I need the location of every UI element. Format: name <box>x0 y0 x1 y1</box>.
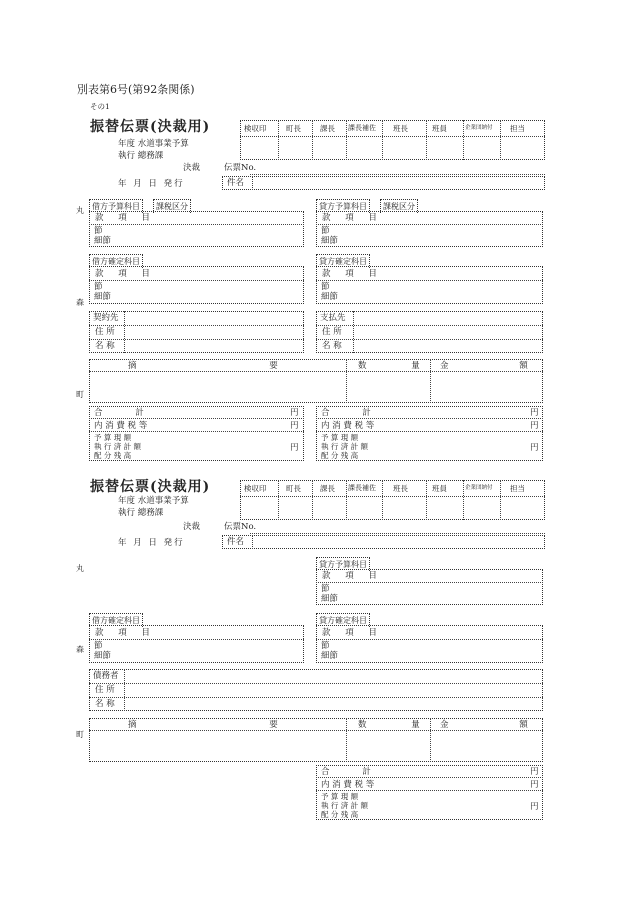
setsu-label: 節 <box>94 226 103 236</box>
contractor-label: 契約先 <box>93 313 119 323</box>
quantity-header: 数 量 <box>358 720 420 730</box>
saisetsu-label: 細節 <box>321 236 339 246</box>
credit-settle-tab: 貸方確定科目 <box>316 613 370 627</box>
credit-settle-tab: 貸方確定科目 <box>316 254 370 268</box>
total-label: 合 計 <box>321 408 371 418</box>
summary-header: 摘 要 <box>128 361 278 371</box>
saisetsu-label: 細節 <box>321 292 339 302</box>
tax-included-label: 内 消 費 税 等 <box>94 421 148 431</box>
yen-unit: 円 <box>530 408 539 418</box>
approval-cell-label: 班員 <box>432 124 447 133</box>
setsu-label: 節 <box>94 641 103 651</box>
kan-label: 款 項 目 <box>322 269 383 279</box>
debit-budget-tab: 借方予算科目 <box>89 199 143 213</box>
budget-row-label: 配 分 残 高 <box>321 451 359 460</box>
credit-budget-tab: 貸方予算科目 <box>316 557 370 571</box>
approval-cell-label: 課長 <box>320 124 335 133</box>
slip-number-label: 伝票No. <box>224 522 257 532</box>
year-line: 年度 水道事業予算 <box>118 139 189 149</box>
budget-row-label: 予 算 現 額 <box>321 792 359 801</box>
approval-cell-label: 班長 <box>393 124 408 133</box>
approval-cell-label: 検収印 <box>244 124 267 133</box>
issue-date-label: 年 月 日 発行 <box>118 538 185 548</box>
yen-unit: 円 <box>530 421 539 431</box>
approval-cell-label: 課長補佐 <box>348 124 376 132</box>
creditor-label: 債務者 <box>93 671 119 681</box>
approval-cell-label: 担当 <box>510 484 525 493</box>
yen-unit: 円 <box>530 767 539 777</box>
address-label: 住 所 <box>95 685 115 695</box>
side-mark: 森 <box>76 645 84 654</box>
side-mark: 丸 <box>76 564 84 573</box>
quantity-header: 数 量 <box>358 361 420 371</box>
saisetsu-label: 細節 <box>321 594 339 604</box>
approval-cell-label: 課長 <box>320 484 335 493</box>
side-mark: 町 <box>76 390 84 399</box>
amount-header: 金 額 <box>440 361 528 371</box>
exec-line: 執行 總務課 <box>118 508 164 518</box>
debit-settle-tab: 借方確定科目 <box>89 613 143 627</box>
name-label: 名 称 <box>322 341 342 351</box>
form-number-heading: 別表第6号(第92条関係) <box>77 83 195 96</box>
kan-label: 款 項 目 <box>95 628 156 638</box>
yen-unit: 円 <box>290 408 299 418</box>
issue-date-label: 年 月 日 発行 <box>118 179 185 189</box>
form-title: 振替伝票(決裁用) <box>90 119 211 135</box>
item-name-field[interactable] <box>222 535 545 549</box>
form-title: 振替伝票(決裁用) <box>90 479 211 495</box>
name-label: 名 称 <box>95 341 115 351</box>
item-name-field[interactable] <box>222 176 545 190</box>
tax-category-tab: 課税区分 <box>153 199 191 213</box>
yen-unit: 円 <box>530 802 539 812</box>
approval-cell-label: 担当 <box>510 124 525 133</box>
kan-label: 款 項 目 <box>95 269 156 279</box>
setsu-label: 節 <box>321 584 330 594</box>
setsu-label: 節 <box>94 282 103 292</box>
saisetsu-label: 細節 <box>94 651 112 661</box>
approval-cell-label: 検収印 <box>244 484 267 493</box>
debit-settle-tab: 借方確定科目 <box>89 254 143 268</box>
setsu-label: 節 <box>321 641 330 651</box>
budget-row-label: 予 算 現 額 <box>321 433 359 442</box>
side-mark: 森 <box>76 298 84 307</box>
yen-unit: 円 <box>530 443 539 453</box>
name-label: 名 称 <box>95 699 115 709</box>
kan-label: 款 項 目 <box>322 571 383 581</box>
budget-row-label: 配 分 残 高 <box>321 810 359 819</box>
budget-row-label: 執 行 済 計 額 <box>321 442 369 451</box>
creditor-box[interactable] <box>89 669 543 711</box>
budget-row-label: 執 行 済 計 額 <box>321 801 369 810</box>
decision-label: 決裁 <box>183 163 201 173</box>
form-subnumber: その1 <box>90 102 110 111</box>
saisetsu-label: 細節 <box>321 651 339 661</box>
setsu-label: 節 <box>321 226 330 236</box>
tax-included-label: 内 消 費 税 等 <box>321 780 375 790</box>
yen-unit: 円 <box>530 780 539 790</box>
side-mark: 町 <box>76 730 84 739</box>
address-label: 住 所 <box>322 327 342 337</box>
approval-cell-label: 課長補佐 <box>348 484 376 492</box>
approval-cell-label: 企業団納付 <box>465 485 493 491</box>
approval-cell-label: 班長 <box>393 484 408 493</box>
tax-included-label: 内 消 費 税 等 <box>321 421 375 431</box>
contractor-box[interactable] <box>89 311 304 353</box>
kan-label: 款 項 目 <box>95 213 156 223</box>
item-name-label: 件名 <box>227 178 245 188</box>
exec-line: 執行 總務課 <box>118 151 164 161</box>
budget-row-label: 執 行 済 計 額 <box>94 442 142 451</box>
kan-label: 款 項 目 <box>322 213 383 223</box>
approval-cell-label: 企業団納付 <box>465 125 493 131</box>
yen-unit: 円 <box>290 443 299 453</box>
budget-row-label: 配 分 残 高 <box>94 451 132 460</box>
address-label: 住 所 <box>95 327 115 337</box>
slip-number-label: 伝票No. <box>224 163 257 173</box>
approval-cell-label: 町長 <box>286 124 301 133</box>
approval-cell-label: 町長 <box>286 484 301 493</box>
budget-row-label: 予 算 現 額 <box>94 433 132 442</box>
yen-unit: 円 <box>290 421 299 431</box>
summary-header: 摘 要 <box>128 720 278 730</box>
side-mark: 丸 <box>76 206 84 215</box>
payee-box[interactable] <box>316 311 543 353</box>
saisetsu-label: 細節 <box>94 292 112 302</box>
credit-budget-tab: 貸方予算科目 <box>316 199 370 213</box>
payee-label: 支払先 <box>320 313 346 323</box>
tax-category-tab: 課税区分 <box>380 199 418 213</box>
year-line: 年度 水道事業予算 <box>118 496 189 506</box>
saisetsu-label: 細節 <box>94 236 112 246</box>
amount-header: 金 額 <box>440 720 528 730</box>
total-label: 合 計 <box>321 767 371 777</box>
approval-cell-label: 班員 <box>432 484 447 493</box>
item-name-label: 件名 <box>227 537 245 547</box>
kan-label: 款 項 目 <box>322 628 383 638</box>
setsu-label: 節 <box>321 282 330 292</box>
total-label: 合 計 <box>94 408 144 418</box>
decision-label: 決裁 <box>183 522 201 532</box>
